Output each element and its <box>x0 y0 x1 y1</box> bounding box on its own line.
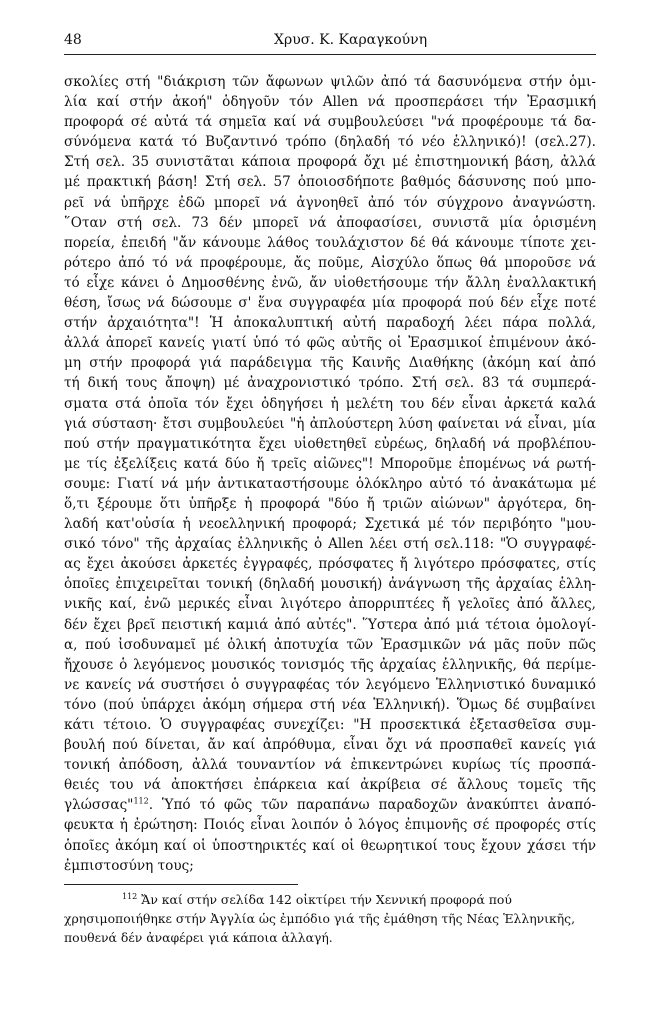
running-head: Χρυσ. Κ. Καραγκούνη <box>274 32 428 48</box>
text-line: Στή σελ. 35 συνιστᾶται κάποια προφορά ὄχι μέ ἐπιστημονική βάση, ἀλλά <box>64 154 596 171</box>
text-line: φευκτα ἡ ἐρώτηση: Ποιός εἶναι λοιπόν ὁ λόγος ἐπιμονῆς σέ προφορές στίς <box>64 817 596 834</box>
footnote <box>64 890 596 947</box>
text-line: τόνο (πού ὑπάρχει ἀκόμη σήμερα στή νέα Ἑλληνική). Ὅμως δέ συμβαίνει <box>64 696 596 713</box>
text-line: πού στήν πραγματικότητα ἔχει υἱοθετηθεῖ εὐρέως, δηλαδή νά προβλέπου- <box>64 435 596 452</box>
text-line: ρεῖ νά ὑπῆρχε ἐδῶ μπορεῖ νά ἀγνοηθεῖ ἀπό τόν σύγχρονο ἀναγνώστη. <box>64 194 596 211</box>
footnote-line: χρησιμοποιήθηκε στήν Ἀγγλία ὡς ἐμπόδιο γιά τῆς ἐμάθηση τῆς Νέας Ἑλληνικῆς, <box>64 911 576 926</box>
text-line: τή δική τους ἄποψη) μέ ἀναχρονιστικό τρόπο. Στή σελ. 83 τά συμπερά- <box>64 375 596 392</box>
text-line: νικῆς καί, ἐνῶ μερικές εἶναι λιγότερο ἀπορριπτέες ἤ γελοῖες ἀπό ἄλλες, <box>64 596 596 613</box>
text-line: σικό τόνο" τῆς ἀρχαίας ἑλληνικῆς ὁ Allen λέει στή σελ.118: "Ὁ συγγραφέ- <box>64 536 596 553</box>
text-line: βουλή πού δίνεται, ἄν καί ἀπρόθυμα, εἶναι ὄχι νά προσπαθεῖ κανείς γιά <box>64 737 596 754</box>
text-line: ἀλλά ἀπορεῖ κανείς γιατί ὑπό τό φῶς αὐτῆς οἱ Ἐρασμικοί ἐπιμένουν ἀκό- <box>64 335 596 352</box>
text-line: ὅ,τι ξέρουμε ὅτι ὑπῆρξε ἡ προφορά "δύο ἤ τριῶν αἰώνων" ἀργότερα, δη- <box>64 495 596 512</box>
text-line: σκολίες στή "διάκριση τῶν ἄφωνων ψιλῶν ἀπό τά δασυνόμενα στήν ὁμι- <box>64 74 596 90</box>
text-line: ὁποῖες ἐπιχειρεῖται τονική (δηλαδή μουσική) ἀνάγνωση τῆς ἀρχαίας ἑλλη- <box>64 576 596 593</box>
text-line: με τίς ἐξελίξεις κατά δύο ἤ τρεῖς αἰῶνες"! Μποροῦμε ἑπομένως νά ρωτή- <box>64 455 596 472</box>
footnote-line: πουθενά δέν ἀναφέρει γιά κάποια ἀλλαγή. <box>64 930 333 945</box>
footnote-line <box>64 890 596 909</box>
text-line: σύνόμενα κατά τό Βυζαντινό τρόπο (δηλαδή τό νέο ἑλληνικό)! (σελ.27). <box>64 134 596 151</box>
text-fragment: γλώσσας" <box>64 797 134 814</box>
text-line: νε κανείς νά συστήσει ὁ συγγραφέας τόν λεγόμενο Ἑλληνιστικό δυναμικό <box>64 676 596 693</box>
text-line: μη στήν προφορά γιά παράδειγμα τῆς Καινῆς Διαθήκης (ἀκόμη καί ἀπό <box>64 355 596 372</box>
text-line: δέν ἔχει βρεῖ πειστική καμιά ἀπό αὐτές". Ὕστερα ἀπό μιά τέτοια ὁμολογί- <box>64 616 596 633</box>
text-line: γιά σύσταση· ἔτσι συμβουλεύει "ἡ ἀπλούστερη λύση φαίνεται νά εἶναι, μία <box>64 415 596 432</box>
text-line: τό εἶχε κάνει ὁ Δημοσθένης ἐνῶ, ἄν υἱοθετήσουμε τήν ἄλλη ἐναλλακτική <box>64 274 596 291</box>
text-line: σουμε: Γιατί νά μήν ἀντικαταστήσουμε ὁλόκληρο αὐτό τό ἀνακάτωμα μέ <box>64 475 596 492</box>
text-line: προφορά σέ αὐτά τά σημεῖα καί νά συμβουλεύσει "νά προφέρουμε τά δα- <box>64 114 596 131</box>
text-fragment: . Ὑπό τό φῶς τῶν παραπάνω παραδοχῶν ἀνακύπτει ἀναπό- <box>148 797 596 814</box>
text-line: θειές του νά ἀποκτήσει ἐπάρκεια καί ἀκρίβεια σέ ἄλλους τομεῖς τῆς <box>64 777 596 794</box>
text-line: σματα στά ὁποῖα τόν ἔχει ὁδηγήσει ἡ μελέτη του δέν εἶναι ἀρκετά καλά <box>64 395 596 412</box>
page-header <box>64 30 596 55</box>
page-number: 48 <box>64 32 82 48</box>
text-line-with-footnote-ref <box>64 795 596 815</box>
text-line: ρότερο ἀπό τό νά προφέρουμε, ἄς ποῦμε, Αἰσχύλο ὅπως θά μποροῦσε νά <box>64 254 596 271</box>
text-line: α, πού ἰσοδυναμεῖ μέ ὁλική ἀποτυχία τῶν Ἐρασμικῶν νά μᾶς ποῦν πῶς <box>64 636 596 653</box>
footnote-number: 112 <box>122 891 138 901</box>
footnote-text: Ἄν καί στήν σελίδα 142 οἰκτίρει τήν Χεννική προφορά πού <box>141 892 512 907</box>
text-line: ὁποῖες ἀκόμη καί οἱ ὑποστηρικτές καί οἱ θεωρητικοί τους ἔχουν χάσει τήν <box>64 837 596 854</box>
text-line: λία καί στήν ἀκοή" ὁδηγοῦν τόν Allen νά προσπεράσει τήν Ἐρασμική <box>64 94 596 111</box>
text-line: ἐμπιστοσύνη τους; <box>64 857 194 874</box>
text-line: θέση, ἴσως νά δώσουμε σ' ἕνα συγγραφέα μία προφορά πού δέν εἶχε ποτέ <box>64 295 596 312</box>
text-line: κάτι τέτοιο. Ὁ συγγραφέας συνεχίζει: "Η προσεκτικά ἐξετασθεῖσα συμ- <box>64 717 596 733</box>
text-line: ῞Οταν στή σελ. 73 δέν μπορεῖ νά ἀποφασίσει, συνιστᾶ μία ὁρισμένη <box>64 214 596 231</box>
text-line: ας ἔχει ἀκούσει ἀρκετές ἐγγραφές, πρόσφατες ἤ λιγότερο πρόσφατες, στίς <box>64 556 596 573</box>
text-line: λαδή κατ'οὐσία ἡ νεοελληνική προφορά; Σχετικά μέ τόν περιβόητο "μου- <box>64 516 596 533</box>
text-line: ἤχουσε ὁ λεγόμενος μουσικός τονισμός τῆς ἀρχαίας ἑλληνικῆς, θά περίμε- <box>64 656 596 673</box>
footnote-separator <box>64 884 298 885</box>
text-line: μέ πρακτική βάση! Στή σελ. 57 ὁποιοσδήποτε βαθμός δάσυνσης πού μπο- <box>64 174 596 191</box>
text-line: στήν ἀρχαιότητα"! Ἡ ἀποκαλυπτική αὐτή παραδοχή λέει πάρα πολλά, <box>64 315 596 332</box>
text-line: πορεία, ἐπειδή "ἄν κάνουμε λάθος τουλάχιστον δέ θά κάνουμε τίποτε χει- <box>64 234 596 251</box>
footnote-reference: 112 <box>133 796 149 806</box>
text-line: τονική ἀπόδοση, ἀλλά τουναντίον νά ἐπικεντρώνει κυρίως τίς προσπά- <box>64 757 596 774</box>
body-text <box>64 72 596 876</box>
